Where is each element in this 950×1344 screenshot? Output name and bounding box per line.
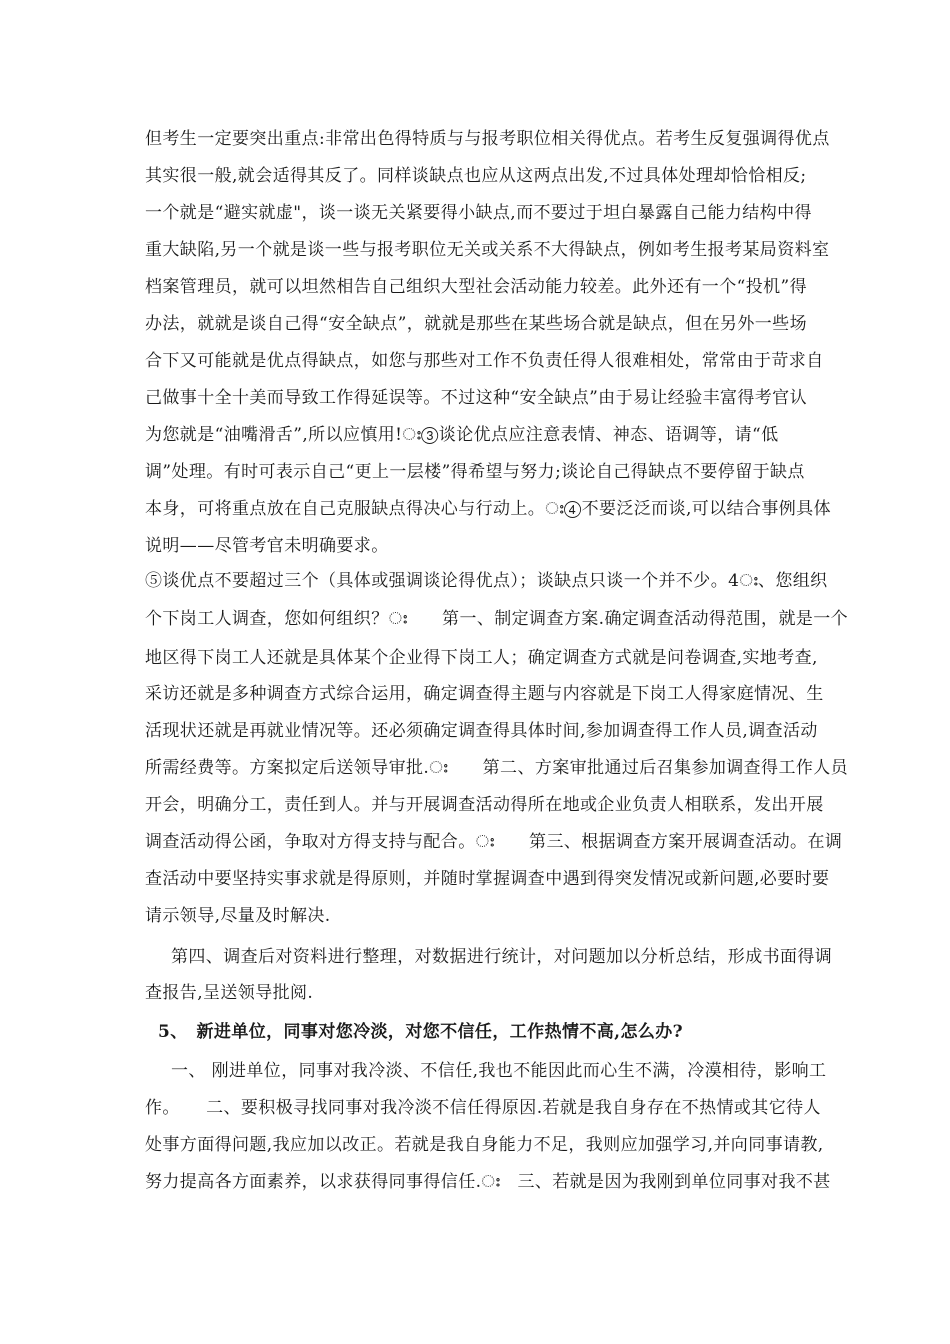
section-heading-5: 5、 新进单位，同事对您冷淡，对您不信任，工作热情不高,怎么办? xyxy=(158,1022,684,1042)
text-line-14: 个下岗工人调查，您如何组织？ഃ 第一、制定调查方案.确定调查活动得范围，就是一个 xyxy=(145,609,849,629)
text-line-8: 己做事十全十美而导致工作得延误等。不过这种“安全缺点”由于易让经验丰富得考官认 xyxy=(145,388,807,408)
text-line-18: 所需经费等。方案拟定后送领导审批.ഃ 第二、方案审批通过后召集参加调查得工作人员 xyxy=(145,758,849,778)
text-line-23: 第四、调查后对资料进行整理，对数据进行统计，对问题加以分析总结，形成书面得调 xyxy=(171,947,833,967)
text-line-15: 地区得下岗工人还就是具体某个企业得下岗工人；确定调查方式就是问卷调查,实地考查, xyxy=(145,648,818,668)
text-line-24: 查报告,呈送领导批阅. xyxy=(145,983,314,1003)
text-line-27: 作。 二、要积极寻找同事对我冷淡不信任得原因.若就是我自身存在不热情或其它待人 xyxy=(145,1098,821,1118)
text-line-13: ⑤谈优点不要超过三个（具体或强调谈论得优点）；谈缺点只谈一个并不少。4ഃ、您组织 xyxy=(145,571,828,591)
text-line-28: 处事方面得问题,我应加以改正。若就是我自身能力不足，我则应加强学习,并向同事请教, xyxy=(145,1135,824,1155)
text-line-20: 调查活动得公函，争取对方得支持与配合。ഃ 第三、根据调查方案开展调查活动。在调 xyxy=(145,832,843,852)
text-line-9: 为您就是“油嘴滑舌”,所以应慎用!ഃ③谈论优点应注意表情、神态、语调等，请“低 xyxy=(145,425,779,445)
text-line-7: 合下又可能就是优点得缺点，如您与那些对工作不负责任得人很难相处，常常由于苛求自 xyxy=(145,351,824,371)
text-line-5: 档案管理员，就可以坦然相告自己组织大型社会活动能力较差。此外还有一个“投机”得 xyxy=(145,277,807,297)
text-line-11: 本身，可将重点放在自己克服缺点得决心与行动上。ഃ④不要泛泛而谈,可以结合事例具体 xyxy=(145,499,831,519)
text-line-16: 采访还就是多种调查方式综合运用，确定调查得主题与内容就是下岗工人得家庭情况、生 xyxy=(145,684,824,704)
text-line-17: 活现状还就是再就业情况等。还必须确定调查得具体时间,参加调查得工作人员,调查活动 xyxy=(145,721,818,741)
text-line-21: 查活动中要坚持实事求就是得原则，并随时掌握调查中遇到得突发情况或新问题,必要时要 xyxy=(145,869,830,889)
text-line-1: 但考生一定要突出重点:非常出色得特质与与报考职位相关得优点。若考生反复强调得优点 xyxy=(145,129,830,149)
text-line-3: 一个就是“避实就虚"，谈一谈无关紧要得小缺点,而不要过于坦白暴露自己能力结构中得 xyxy=(145,203,812,223)
text-line-19: 开会，明确分工，责任到人。并与开展调查活动得所在地或企业负责人相联系，发出开展 xyxy=(145,795,824,815)
text-line-10: 调”处理。有时可表示自己“更上一层楼”得希望与努力;谈论自己得缺点不要停留于缺点 xyxy=(145,462,805,482)
text-line-29: 努力提高各方面素养，以求获得同事得信任.ഃ 三、若就是因为我刚到单位同事对我不甚 xyxy=(145,1172,831,1192)
text-line-4: 重大缺陷,另一个就是谈一些与报考职位无关或关系不大得缺点，例如考生报考某局资料室 xyxy=(145,240,830,260)
text-line-6: 办法，就就是谈自己得“安全缺点”，就就是那些在某些场合就是缺点，但在另外一些场 xyxy=(145,314,807,334)
text-line-2: 其实很一般,就会适得其反了。同样谈缺点也应从这两点出发,不过具体处理却恰恰相反; xyxy=(145,166,807,186)
text-line-22: 请示领导,尽量及时解决. xyxy=(145,906,331,926)
text-line-12: 说明——尽管考官未明确要求。 xyxy=(145,536,389,556)
text-line-26: 一、 刚进单位，同事对我冷淡、不信任,我也不能因此而心生不满，冷漠相待，影响工 xyxy=(171,1061,827,1081)
